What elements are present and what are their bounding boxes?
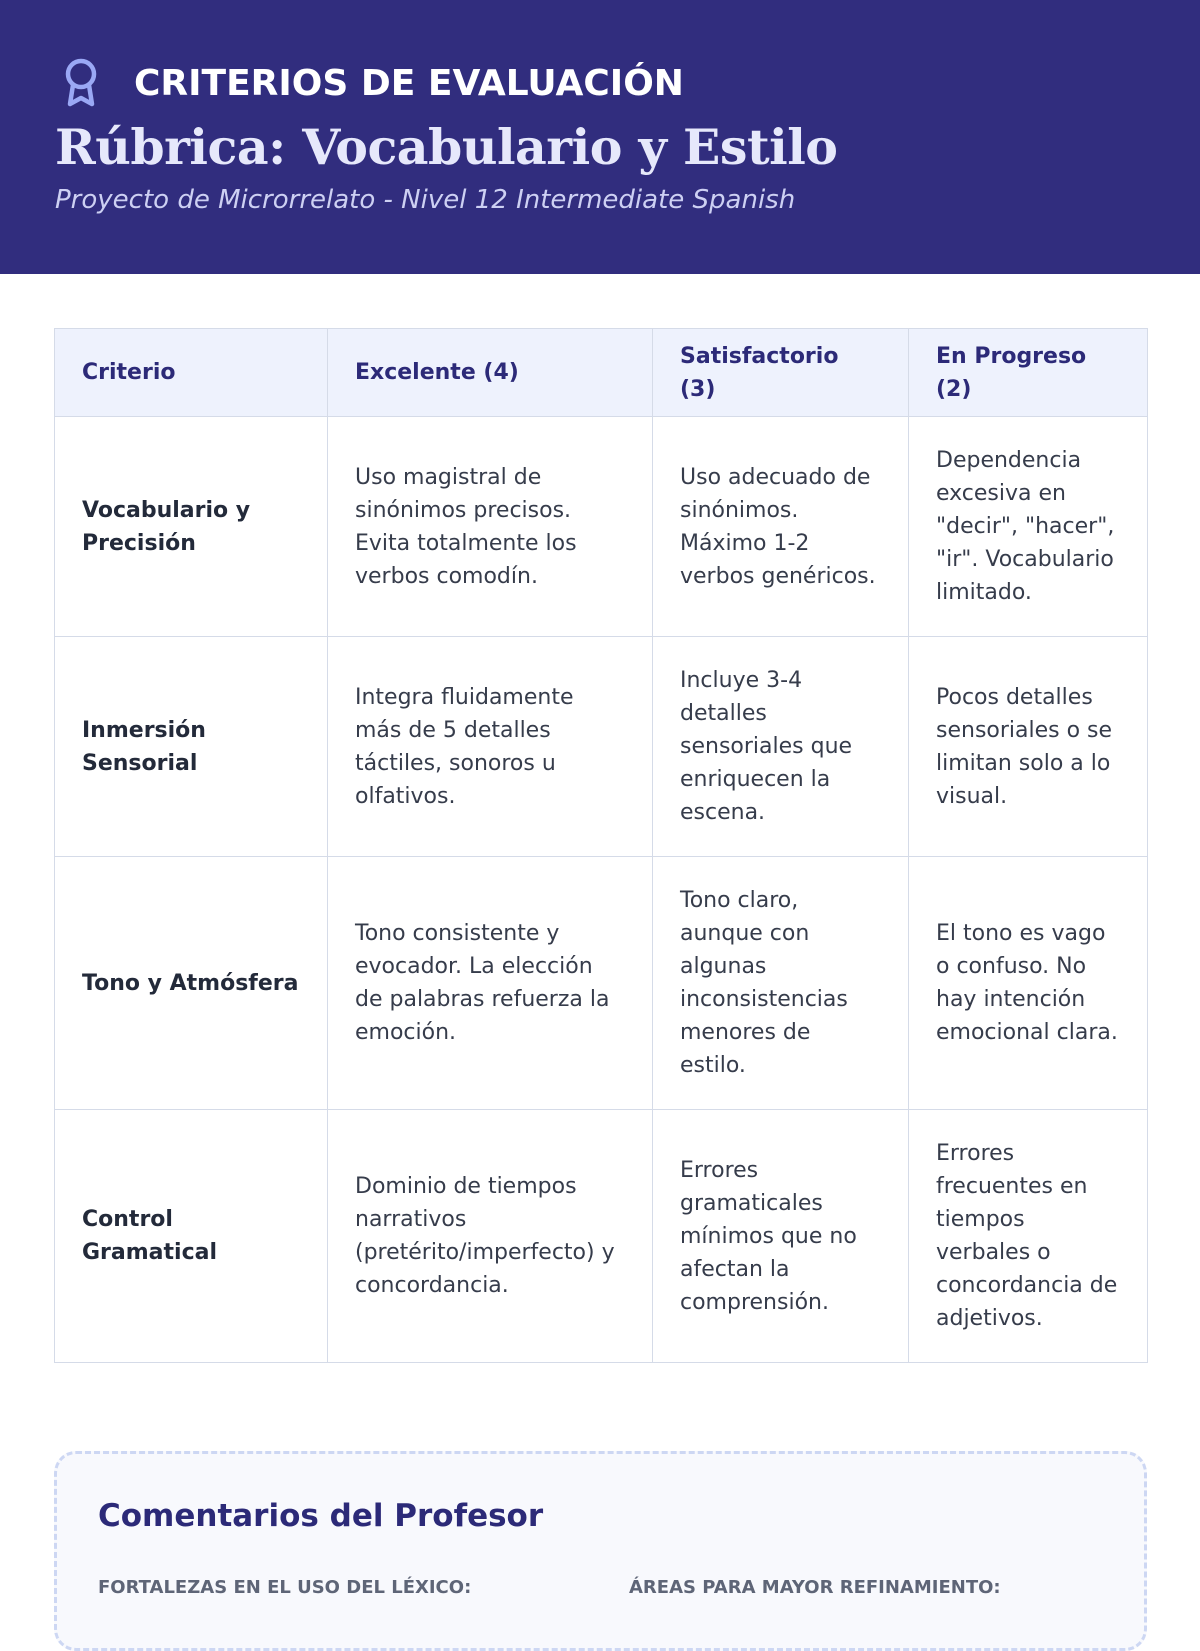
- refinement-label: ÁREAS PARA MAYOR REFINAMIENTO:: [629, 1577, 1001, 1598]
- in-progress-cell: Dependencia excesiva en "decir", "hacer", "ir". Vocabulario limitado.: [909, 417, 1148, 637]
- in-progress-cell: Errores frecuentes en tiempos verbales o concordancia de adjetivos.: [909, 1110, 1148, 1363]
- page-subtitle: Proyecto de Microrrelato - Nivel 12 Intermediate Spanish: [55, 185, 796, 215]
- column-header-criterion: Criterio: [55, 329, 328, 417]
- column-header-in-progress: En Progreso (2): [909, 329, 1148, 417]
- table-row: [55, 637, 1148, 857]
- strengths-label: FORTALEZAS EN EL USO DEL LÉXICO:: [98, 1577, 472, 1598]
- teacher-comments-box: [54, 1451, 1147, 1651]
- column-header-excellent: Excelente (4): [328, 329, 653, 417]
- award-icon: [62, 57, 100, 109]
- rubric-header-row: [55, 329, 1148, 417]
- excellent-cell: Uso magistral de sinónimos precisos. Evita totalmente los verbos comodín.: [328, 417, 653, 637]
- satisfactory-cell: Tono claro, aunque con algunas inconsistencias menores de estilo.: [653, 857, 909, 1110]
- criterion-cell: Tono y Atmósfera: [55, 857, 328, 1110]
- excellent-cell: Tono consistente y evocador. La elección de palabras refuerza la emoción.: [328, 857, 653, 1110]
- column-header-satisfactory: Satisfactorio (3): [653, 329, 909, 417]
- criterion-cell: Control Gramatical: [55, 1110, 328, 1363]
- table-row: [55, 857, 1148, 1110]
- satisfactory-cell: Incluye 3-4 detalles sensoriales que enriquecen la escena.: [653, 637, 909, 857]
- comments-title: Comentarios del Profesor: [98, 1498, 544, 1534]
- excellent-cell: Dominio de tiempos narrativos (pretérito/imperfecto) y concordancia.: [328, 1110, 653, 1363]
- table-row: [55, 417, 1148, 637]
- page-title: Rúbrica: Vocabulario y Estilo: [55, 118, 838, 176]
- satisfactory-cell: Uso adecuado de sinónimos. Máximo 1-2 verbos genéricos.: [653, 417, 909, 637]
- rubric-table: [54, 328, 1148, 1363]
- criterion-cell: Vocabulario y Precisión: [55, 417, 328, 637]
- criterion-cell: Inmersión Sensorial: [55, 637, 328, 857]
- in-progress-cell: El tono es vago o confuso. No hay intención emocional clara.: [909, 857, 1148, 1110]
- header-kicker: CRITERIOS DE EVALUACIÓN: [134, 62, 684, 104]
- page-header: [0, 0, 1200, 274]
- in-progress-cell: Pocos detalles sensoriales o se limitan solo a lo visual.: [909, 637, 1148, 857]
- satisfactory-cell: Errores gramaticales mínimos que no afectan la comprensión.: [653, 1110, 909, 1363]
- table-row: [55, 1110, 1148, 1363]
- excellent-cell: Integra fluidamente más de 5 detalles táctiles, sonoros u olfativos.: [328, 637, 653, 857]
- header-kicker-row: [62, 55, 684, 111]
